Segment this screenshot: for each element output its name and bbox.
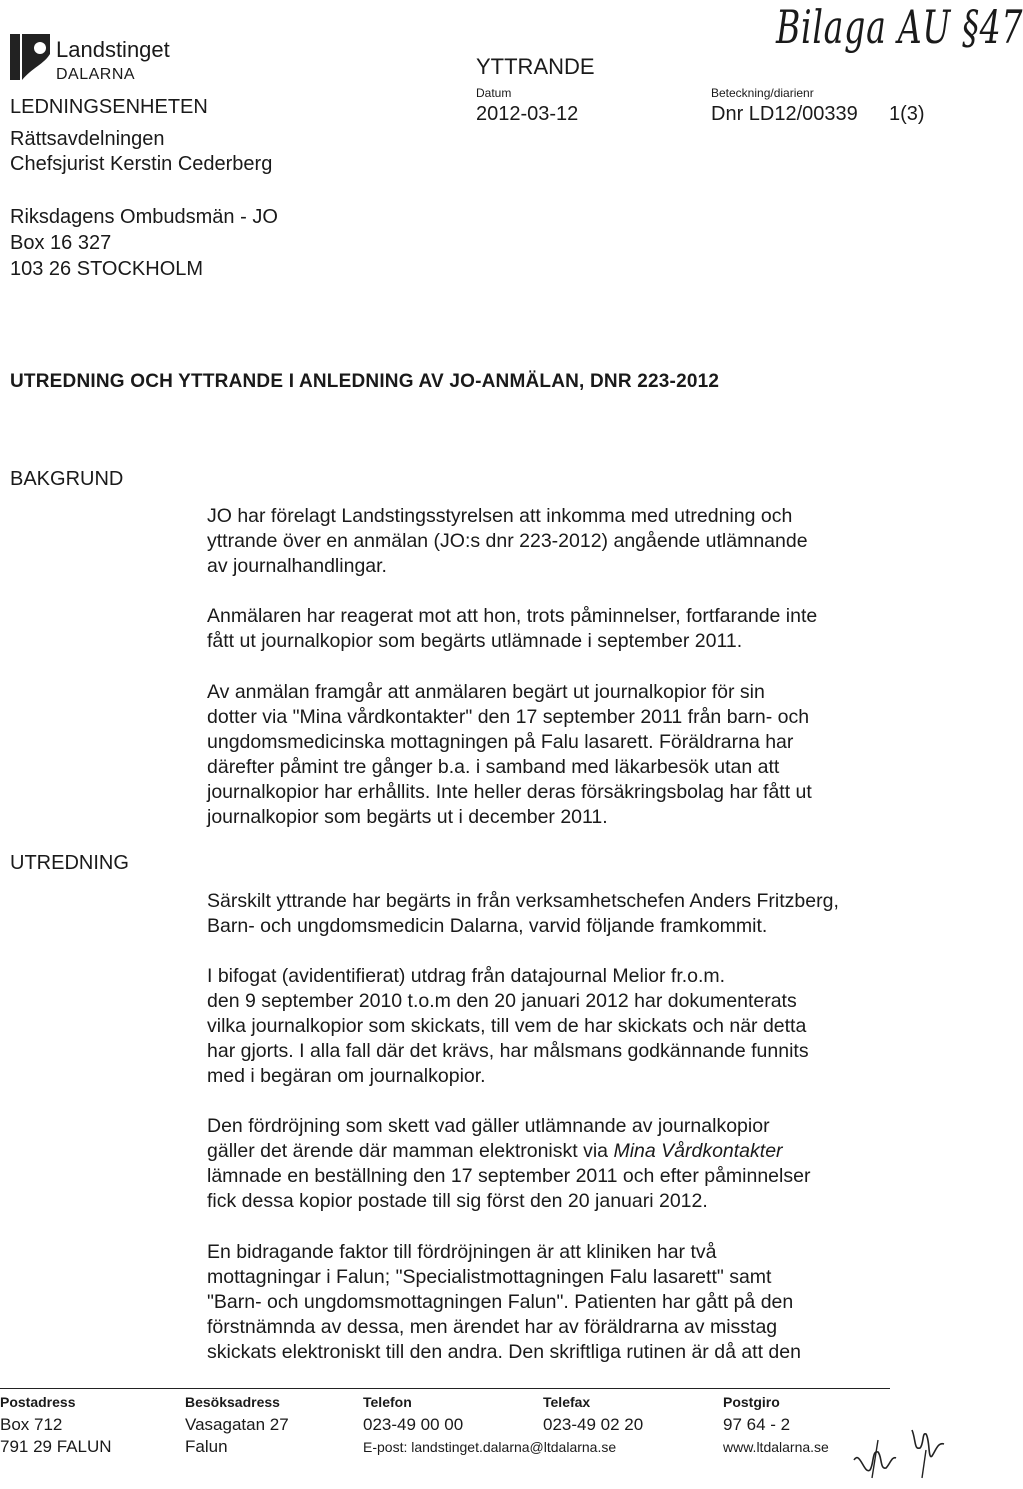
paragraph-line: lämnade en beställning den 17 september 2011 och efter påminnelser	[207, 1165, 811, 1187]
paragraph-line: skickats elektroniskt till den andra. Den skriftliga rutinen är då att den	[207, 1341, 801, 1363]
paragraph-line: Av anmälan framgår att anmälaren begärt ut journalkopior för sin	[207, 681, 765, 703]
paragraph-line: journalkopior som begärts ut i december 2011.	[207, 806, 608, 828]
footer-label: Telefon	[363, 1394, 412, 1410]
paragraph-line: "Barn- och ungdomsmottagningen Falun". Patienten har gått på den	[207, 1291, 794, 1313]
paragraph-line: dotter via "Mina vårdkontakter" den 17 september 2011 från barn- och	[207, 706, 810, 728]
paragraph-line: av journalhandlingar.	[207, 555, 387, 577]
document-heading: UTREDNING OCH YTTRANDE I ANLEDNING AV JO-ANMÄLAN, DNR 223-2012	[10, 371, 720, 392]
paragraph	[207, 680, 907, 830]
recipient-line: 103 26 STOCKHOLM	[10, 258, 204, 280]
section-label-utredning: UTREDNING	[10, 852, 129, 874]
paragraph-line: med i begäran om journalkopior.	[207, 1065, 486, 1087]
paragraph	[207, 504, 907, 579]
service-name-italic: Mina Vårdkontakter	[613, 1140, 783, 1162]
footer-postadress	[0, 1394, 112, 1458]
reference-label: Beteckning/diarienr	[711, 86, 814, 100]
paragraph	[207, 889, 907, 939]
org-unit: LEDNINGSENHETEN	[10, 96, 208, 118]
paragraph-line: förstnämnda av dessa, men ärendet har av föräldrarna av misstag	[207, 1316, 778, 1338]
paragraph-line: yttrande över en anmälan (JO:s dnr 223-2012) angående utlämnande	[207, 530, 808, 552]
paragraph-line	[207, 1139, 907, 1164]
paragraph-line: därefter påmint tre gånger b.a. i samband med läkarbesök utan att	[207, 756, 780, 778]
footer-telefax	[543, 1394, 643, 1436]
paragraph-line: vilka journalkopior som skickats, till vem de har skickats och när detta	[207, 1015, 807, 1037]
paragraph	[207, 1114, 907, 1214]
footer-value: 023-49 02 20	[543, 1415, 644, 1434]
department: Rättsavdelningen	[10, 128, 165, 150]
paragraph-line: fick dessa kopior postade till sig först den 20 januari 2012.	[207, 1190, 708, 1212]
paragraph-line: har gjorts. I alla fall där det krävs, har målsmans godkännande funnits	[207, 1040, 809, 1062]
footer-value: 023-49 00 00	[363, 1415, 464, 1434]
footer-value: Falun	[185, 1437, 228, 1456]
footer-label: Postgiro	[723, 1394, 780, 1410]
footer-value: Box 712	[0, 1415, 63, 1434]
paragraph	[207, 964, 907, 1089]
footer-label: Besöksadress	[185, 1394, 280, 1410]
footer-divider	[0, 1388, 890, 1389]
paragraph-line: I bifogat (avidentifierat) utdrag från datajournal Melior fr.o.m.	[207, 965, 726, 987]
footer-postgiro	[723, 1394, 829, 1458]
paragraph-text: gäller det ärende där mamman elektroniskt via	[207, 1140, 614, 1162]
paragraph-line: En bidragande faktor till fördröjningen är att kliniken har två	[207, 1241, 717, 1263]
paragraph	[207, 1240, 907, 1365]
paragraph	[207, 604, 907, 654]
paragraph-line: Särskilt yttrande har begärts in från verksamhetschefen Anders Fritzberg,	[207, 890, 839, 912]
paragraph-line: ungdomsmedicinska mottagningen på Falu lasarett. Föräldrarna har	[207, 731, 794, 753]
footer-label: Postadress	[0, 1394, 76, 1410]
reference-number: Dnr LD12/00339	[711, 103, 858, 125]
paragraph-line: fått ut journalkopior som begärts utlämnade i september 2011.	[207, 630, 743, 652]
date-label: Datum	[476, 86, 512, 100]
paragraph-line: JO har förelagt Landstingsstyrelsen att inkomma med utredning och	[207, 505, 793, 527]
author: Chefsjurist Kerstin Cederberg	[10, 153, 273, 175]
logo-subtitle: DALARNA	[56, 66, 136, 83]
footer-email: E-post: landstinget.dalarna@ltdalarna.se	[363, 1439, 617, 1455]
footer-besoksadress	[185, 1394, 289, 1458]
logo-name: Landstinget	[56, 37, 170, 62]
footer-label: Telefax	[543, 1394, 591, 1410]
page-number: 1(3)	[889, 103, 925, 125]
landstinget-logo-mark	[10, 34, 50, 80]
handwritten-annotation: Bilaga AU §47	[776, 0, 1023, 54]
paragraph-line: Anmälaren har reagerat mot att hon, trots påminnelser, fortfarande inte	[207, 605, 818, 627]
footer-website: www.ltdalarna.se	[723, 1439, 829, 1455]
handwritten-initials	[852, 1420, 952, 1480]
paragraph-line: Barn- och ungdomsmedicin Dalarna, varvid följande framkommit.	[207, 915, 768, 937]
recipient-line: Riksdagens Ombudsmän - JO	[10, 206, 278, 228]
footer-value: Vasagatan 27	[185, 1415, 289, 1434]
footer-value: 791 29 FALUN	[0, 1437, 112, 1456]
paragraph-line: Den fördröjning som skett vad gäller utlämnande av journalkopior	[207, 1115, 770, 1137]
document-type: YTTRANDE	[476, 54, 595, 79]
document-date: 2012-03-12	[476, 103, 579, 125]
section-label-bakgrund: BAKGRUND	[10, 468, 124, 490]
footer-value: 97 64 - 2	[723, 1415, 791, 1434]
paragraph-line: mottagningar i Falun; "Specialistmottagningen Falu lasarett" samt	[207, 1266, 772, 1288]
recipient-line: Box 16 327	[10, 232, 112, 254]
paragraph-line: journalkopior har erhållits. Inte heller deras försäkringsbolag har fått ut	[207, 781, 812, 803]
paragraph-line: den 9 september 2010 t.o.m den 20 januari 2012 har dokumenterats	[207, 990, 797, 1012]
